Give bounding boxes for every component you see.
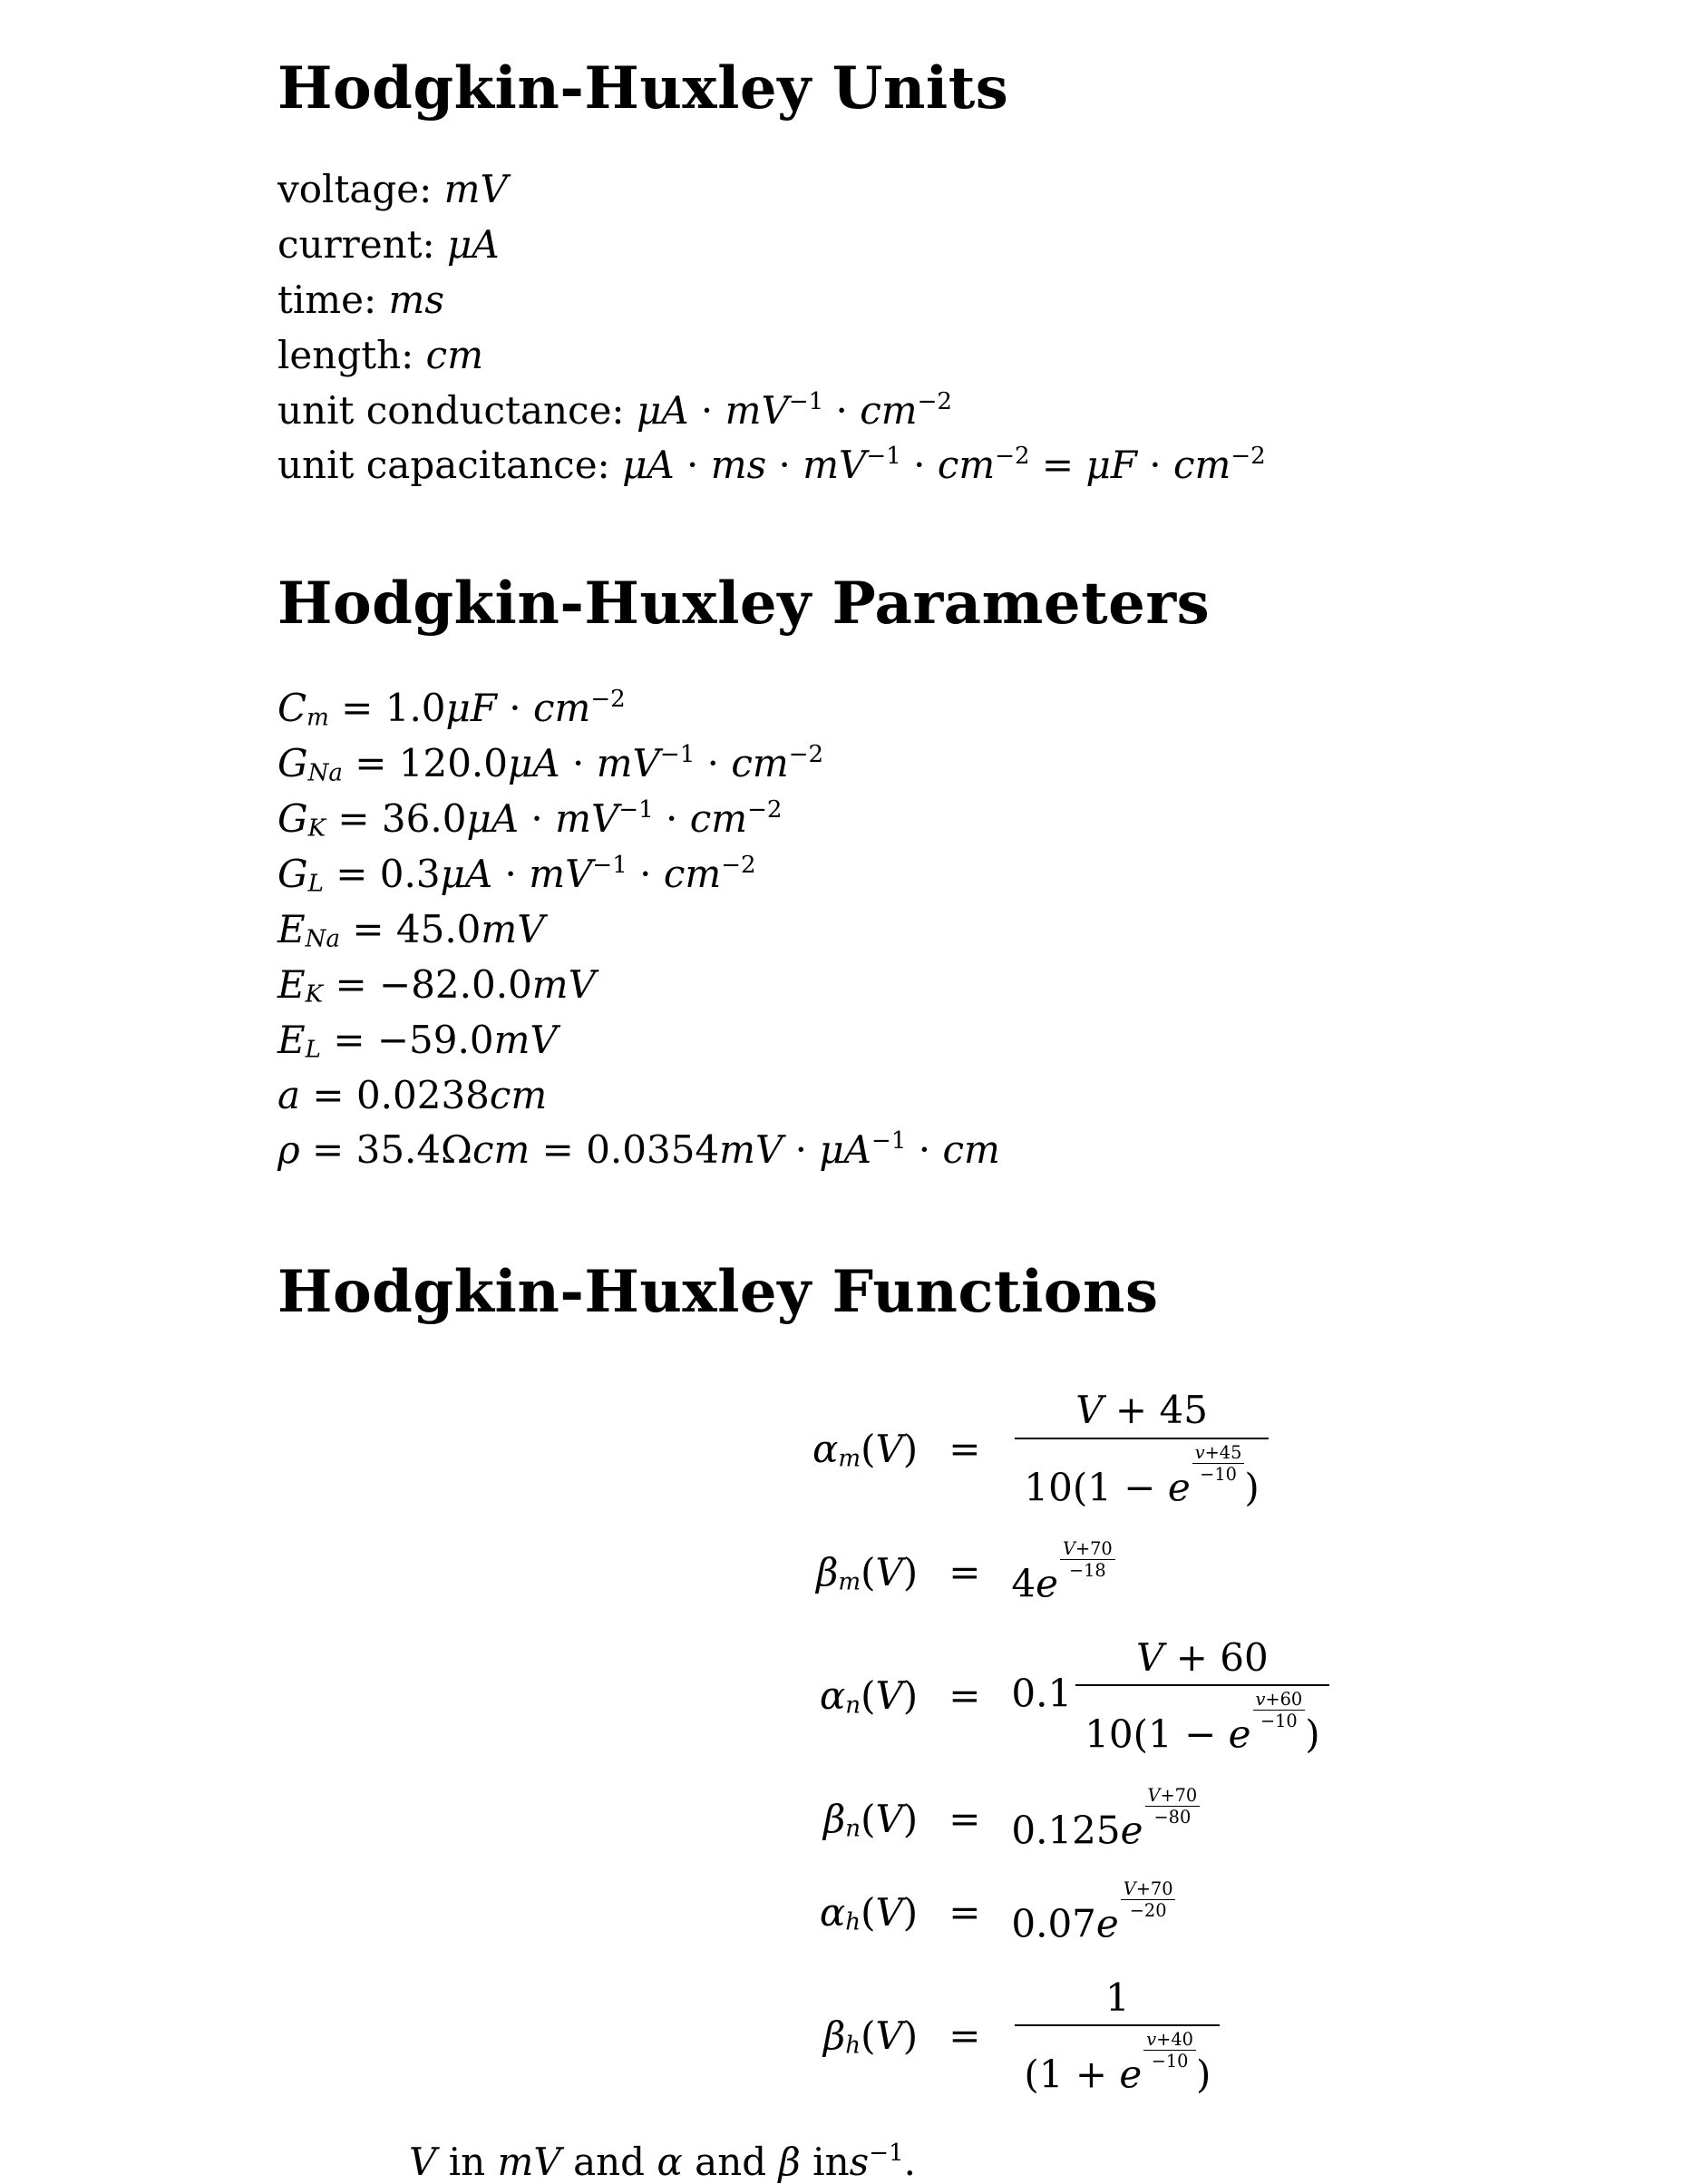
fraction-numerator: V + 45 xyxy=(1075,1388,1208,1433)
footnote-unit-mv: mV xyxy=(497,2140,561,2184)
fraction xyxy=(1075,1632,1328,1761)
param-line-rho: $\rho = 35.4\Omega cm = 0.0354mV \cdot \mu A^{-1}$ · cm xyxy=(277,1127,1000,1173)
param-line-el: $E_L = -59.0mV$ xyxy=(277,1017,558,1064)
denominator-text: 10(1 − e xyxy=(1085,1711,1251,1757)
fraction-denominator xyxy=(1015,1438,1268,1515)
eq-beta-n-lhs: $\beta_n(V)$ xyxy=(823,1797,919,1843)
equals-sign: = xyxy=(949,1673,981,1719)
exponent-numerator: V+70 xyxy=(1123,1877,1173,1899)
exponent-numerator: V+70 xyxy=(1147,1784,1198,1806)
exponent-denominator: −20 xyxy=(1121,1899,1176,1921)
eq-beta-h-lhs: $\beta_h(V)$ xyxy=(823,2013,919,2060)
exponent-fraction xyxy=(1143,2029,1196,2072)
unit-label: voltage: xyxy=(277,167,433,211)
exponent-fraction xyxy=(1192,1442,1245,1485)
coefficient: 4e xyxy=(1011,1561,1058,1606)
eq-beta-m-lhs: $\beta_m(V)$ xyxy=(816,1549,919,1596)
footnote-exponent: −1 xyxy=(869,2139,904,2167)
fraction-denominator xyxy=(1015,2024,1220,2101)
param-line-ek: $E_K = -82.0.0mV$ xyxy=(277,961,596,1009)
eq-alpha-h-lhs: $\alpha_h(V)$ xyxy=(819,1890,919,1936)
equals-sign: = xyxy=(949,1797,981,1842)
param-line-gk: $G_K = 36.0\mu A \cdot mV^{-1} \cdot cm^{-2}$ xyxy=(277,795,783,843)
units-title: Hodgkin-Huxley Units xyxy=(277,54,1009,122)
unit-line-voltage xyxy=(277,162,1601,218)
equals-sign: = xyxy=(949,1426,981,1471)
exponent-numerator: v+60 xyxy=(1255,1689,1303,1711)
unit-value: μA xyxy=(447,221,500,267)
fraction xyxy=(1015,1972,1220,2101)
unit-value: $\mu A \cdot mV^{-1} \cdot cm^{-2}$ xyxy=(636,387,952,433)
eq-beta-n-rhs xyxy=(1011,1785,1200,1855)
unit-label: time: xyxy=(277,277,377,322)
exponent-fraction xyxy=(1145,1785,1201,1828)
coefficient: 0.07e xyxy=(1011,1901,1119,1946)
eq-alpha-m-rhs xyxy=(1011,1384,1271,1514)
footnote xyxy=(409,2140,1601,2184)
footnote-period: . xyxy=(903,2140,916,2184)
denominator-text: 10(1 − e xyxy=(1024,1465,1191,1510)
denominator-close: ) xyxy=(1244,1465,1260,1510)
unit-value: ms xyxy=(388,277,444,322)
param-line-cm: $C_m = 1.0\mu F \cdot cm^{-2}$ xyxy=(277,686,626,733)
unit-label: length: xyxy=(277,332,414,377)
footnote-word: and xyxy=(695,2140,767,2184)
fraction xyxy=(1015,1384,1268,1514)
footnote-word: and xyxy=(573,2140,646,2184)
units-section xyxy=(277,54,1601,493)
denominator-close: ) xyxy=(1305,1711,1320,1757)
eq-alpha-n-lhs: $\alpha_n(V)$ xyxy=(819,1673,919,1720)
functions-section xyxy=(277,1258,1601,2184)
fraction-denominator xyxy=(1075,1684,1328,1761)
exponent-fraction xyxy=(1060,1538,1115,1581)
unit-line-conductance xyxy=(277,384,1601,439)
exponent-numerator: v+45 xyxy=(1194,1441,1242,1463)
unit-line-current xyxy=(277,218,1601,273)
unit-line-capacitance xyxy=(277,438,1601,493)
eq-beta-m-rhs xyxy=(1011,1538,1114,1608)
parameters-section xyxy=(277,570,1601,1178)
functions-equations xyxy=(812,1384,1601,2101)
eq-beta-h-rhs xyxy=(1011,1972,1223,2101)
unit-label: unit capacitance: xyxy=(277,443,610,488)
unit-value: cm xyxy=(425,332,484,377)
denominator-text: (1 + e xyxy=(1024,2052,1143,2097)
exponent-fraction xyxy=(1253,1689,1306,1731)
param-line-a: a = 0.0238cm xyxy=(277,1072,548,1117)
unit-line-time xyxy=(277,273,1601,328)
param-line-gna: $G_{Na} = 120.0\mu A \cdot mV^{-1} \cdot cm^{-2}$ xyxy=(277,741,824,787)
parameters-title: Hodgkin-Huxley Parameters xyxy=(277,570,1211,639)
footnote-var-alpha: α xyxy=(657,2140,683,2184)
coefficient: 0.1 xyxy=(1011,1671,1073,1716)
exponent-denominator: −80 xyxy=(1145,1806,1201,1828)
exponent-denominator: −10 xyxy=(1253,1710,1306,1731)
footnote-var-s: s xyxy=(849,2140,870,2184)
equals-sign: = xyxy=(949,2013,981,2059)
eq-alpha-n-rhs xyxy=(1011,1632,1332,1761)
footnote-var-beta: β xyxy=(778,2140,801,2184)
footnote-word: in xyxy=(812,2140,850,2184)
eq-alpha-m-lhs: $\alpha_m(V)$ xyxy=(812,1426,919,1473)
exponent-numerator: V+70 xyxy=(1062,1537,1113,1559)
exponent-numerator: v+40 xyxy=(1146,2029,1193,2051)
footnote-var-v: V xyxy=(409,2140,437,2184)
fraction-numerator: V + 60 xyxy=(1136,1634,1269,1680)
coefficient: 0.125e xyxy=(1011,1808,1143,1853)
unit-value: μA · ms · $mV^{-1} \cdot cm^{-2} = \mu F \cdot cm^{-2}$ xyxy=(622,443,1266,488)
eq-alpha-h-rhs xyxy=(1011,1878,1175,1948)
unit-label: current: xyxy=(277,221,435,267)
unit-line-length xyxy=(277,328,1601,384)
functions-title: Hodgkin-Huxley Functions xyxy=(277,1258,1159,1327)
exponent-denominator: −18 xyxy=(1060,1559,1115,1581)
unit-label: unit conductance: xyxy=(277,387,625,433)
fraction-numerator: 1 xyxy=(1104,1974,1130,2020)
equals-sign: = xyxy=(949,1549,981,1594)
equals-sign: = xyxy=(949,1890,981,1935)
exponent-denominator: −10 xyxy=(1192,1463,1245,1485)
denominator-close: ) xyxy=(1195,2052,1211,2097)
param-line-ena: $E_{Na} = 45.0mV$ xyxy=(277,906,545,953)
unit-value: mV xyxy=(443,167,508,211)
exponent-denominator: −10 xyxy=(1143,2050,1196,2072)
footnote-word: in xyxy=(448,2140,486,2184)
param-line-gl: $G_L = 0.3\mu A \cdot mV^{-1} \cdot cm^{-2}$ xyxy=(277,851,756,898)
exponent-fraction xyxy=(1121,1878,1176,1921)
